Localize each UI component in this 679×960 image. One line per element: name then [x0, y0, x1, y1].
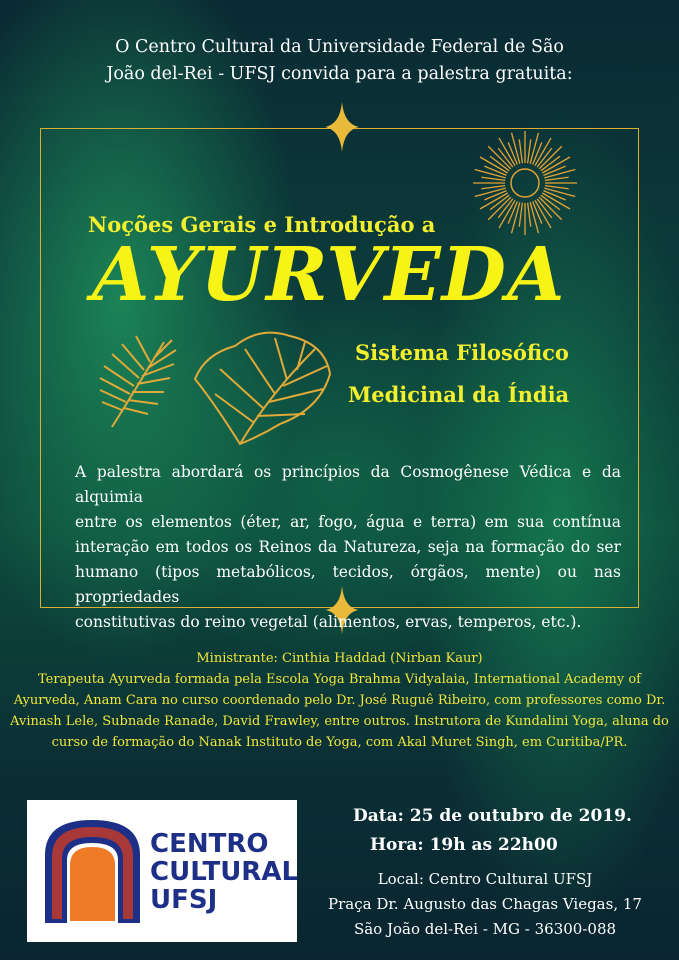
event-hour: Hora: 19h as 22h00 — [370, 835, 558, 855]
sun-ray — [545, 186, 569, 189]
speaker-line: Ministrante: Cinthia Haddad (Nirban Kaur) — [196, 651, 483, 666]
event-date: Data: 25 de outubro de 2019. — [353, 806, 632, 826]
logo-line-2: CULTURAL — [150, 857, 299, 887]
sun-ray — [528, 139, 531, 163]
speaker-info — [0, 648, 679, 753]
description-paragraph — [75, 460, 621, 635]
sun-ray — [545, 177, 569, 180]
event-location: Local: Centro Cultural UFSJ — [377, 870, 593, 888]
intro-text — [0, 34, 679, 88]
logo-wordmark — [150, 830, 298, 914]
sunburst-icon — [470, 128, 580, 238]
logo-line-1: CENTRO — [150, 829, 269, 859]
sun-ray — [528, 203, 531, 227]
intro-line-2: João del-Rei - UFSJ convida para a palestra gratuita: — [106, 64, 573, 84]
speaker-line: Avinash Lele, Subnade Ranade, David Frawley, entre outros. Instrutora de Kundalini Yoga, aluna do — [10, 714, 669, 729]
sun-ray — [519, 203, 522, 227]
description-line: constitutivas do reino vegetal (alimentos, ervas, temperos, etc.). — [75, 613, 582, 631]
intro-line-1: O Centro Cultural da Universidade Federal de São — [115, 37, 564, 57]
star-top-icon — [325, 102, 359, 152]
description-line: interação em todos os Reinos da Natureza, seja na formação do ser — [75, 538, 621, 556]
sun-ray — [481, 186, 505, 189]
subtitle-line-2: Medicinal da Índia — [348, 382, 570, 407]
title-intro: Noções Gerais e Introdução a — [88, 212, 436, 237]
event-address: Praça Dr. Augusto das Chagas Viegas, 17 — [328, 895, 642, 913]
speaker-line: curso de formação do Nanak Instituto de Yoga, com Akal Muret Singh, em Curitiba/PR. — [51, 735, 628, 750]
palm-leaf-icon — [92, 332, 182, 432]
logo-line-3: UFSJ — [150, 885, 218, 915]
speaker-line: Ayurveda, Anam Cara no curso coordenado pelo Dr. José Ruguê Ribeiro, com professores como Dr. — [13, 693, 666, 708]
speaker-line: Terapeuta Ayurveda formada pela Escola Yoga Brahma Vidyalaia, International Academy of — [37, 672, 641, 687]
description-line: A palestra abordará os princípios da Cosmogênese Védica e da alquimia — [75, 463, 621, 506]
sun-ray — [519, 139, 522, 163]
main-title: AYURVEDA — [92, 232, 566, 318]
sun-ray — [481, 177, 505, 180]
description-line: entre os elementos (éter, ar, fogo, água e terra) em sua contínua — [75, 513, 621, 531]
subtitle-line-1: Sistema Filosófico — [355, 340, 569, 365]
event-city: São João del-Rei - MG - 36300-088 — [353, 920, 617, 938]
arch-logo-icon — [40, 815, 145, 925]
monstera-leaf-icon — [185, 324, 335, 449]
description-line: humano (tipos metabólicos, tecidos, órgãos, mente) ou nas propriedades — [75, 563, 621, 606]
